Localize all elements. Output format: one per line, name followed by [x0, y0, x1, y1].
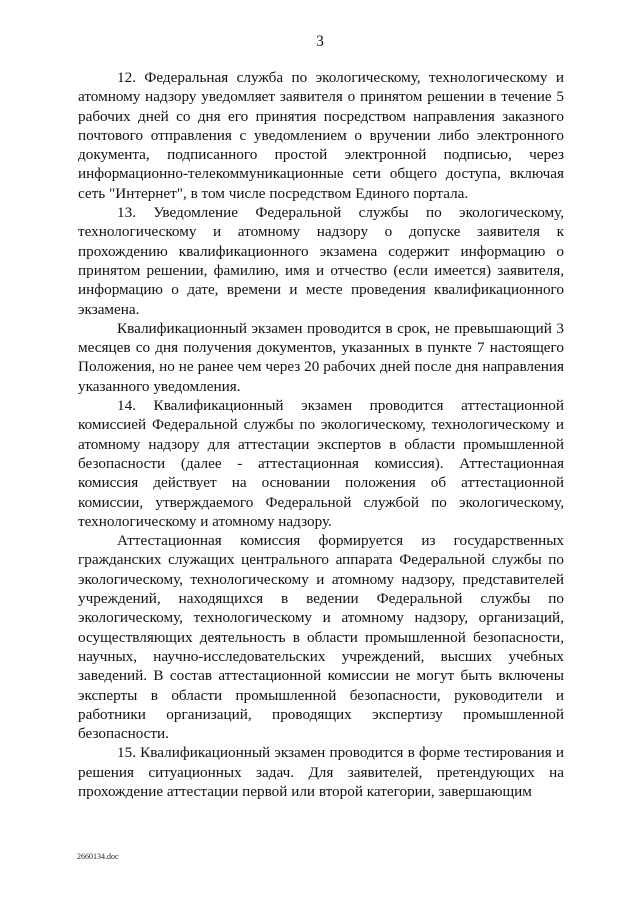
paragraph-12: 12. Федеральная служба по экологическому, технологическому и атомному надзору уведомляет заявителя о принятом решении в течение 5 рабочих дней со дня его принятия посредством направления заказного почтового отправления с уведомлением о вручении либо электронного документа, подписанного простой электронной подписью, через информационно-телекоммуникационные сети общего доступа, включая сеть "Интернет", в том числе посредством Единого портала. [78, 69, 564, 202]
footer-file-name: 2660134.doc [77, 852, 119, 861]
paragraph-14: 14. Квалификационный экзамен проводится аттестационной комиссией Федеральной службы по экологическому, технологическому и атомному надзору для аттестации экспертов в области промышленной безопасности (далее - аттестационная комиссия). Аттестационная комиссия действует на основании положения об аттестационной комиссии, утверждаемого Федеральной службой по экологическому, технологическому и атомному надзору. [78, 397, 564, 530]
page-number: 3 [316, 33, 324, 50]
document-body [78, 68, 564, 801]
paragraph-13: 13. Уведомление Федеральной службы по экологическому, технологическому и атомному надзору о допуске заявителя к прохождению квалификационного экзамена содержит информацию о принятом решении, фамилию, имя и отчество (если имеется) заявителя, информацию о дате, времени и месте проведения квалификационного экзамена. [78, 204, 564, 318]
paragraph-13-exam-term: Квалификационный экзамен проводится в срок, не превышающий 3 месяцев со дня получения документов, указанных в пункте 7 настоящего Положения, но не ранее чем через 20 рабочих дней после дня направления указанного уведомления. [78, 319, 564, 395]
paragraph-15: 15. Квалификационный экзамен проводится в форме тестирования и решения ситуационных задач. Для заявителей, претендующих на прохождение аттестации первой или второй категории, завершающим [78, 744, 564, 800]
paragraph-14-commission-composition: Аттестационная комиссия формируется из государственных гражданских служащих центрального аппарата Федеральной службы по экологическому, технологическому и атомному надзору, представителей учреждений, находящихся в ведении Федеральной службы по экологическому, технологическому и атомному надзору, организаций, осуществляющих деятельность в области промышленной безопасности, научных, научно-исследовательских учреждений, высших учебных заведений. В состав аттестационной комиссии не могут быть включены эксперты в области промышленной безопасности, руководители и работники организаций, проводящих экспертизу промышленной безопасности. [78, 532, 564, 743]
